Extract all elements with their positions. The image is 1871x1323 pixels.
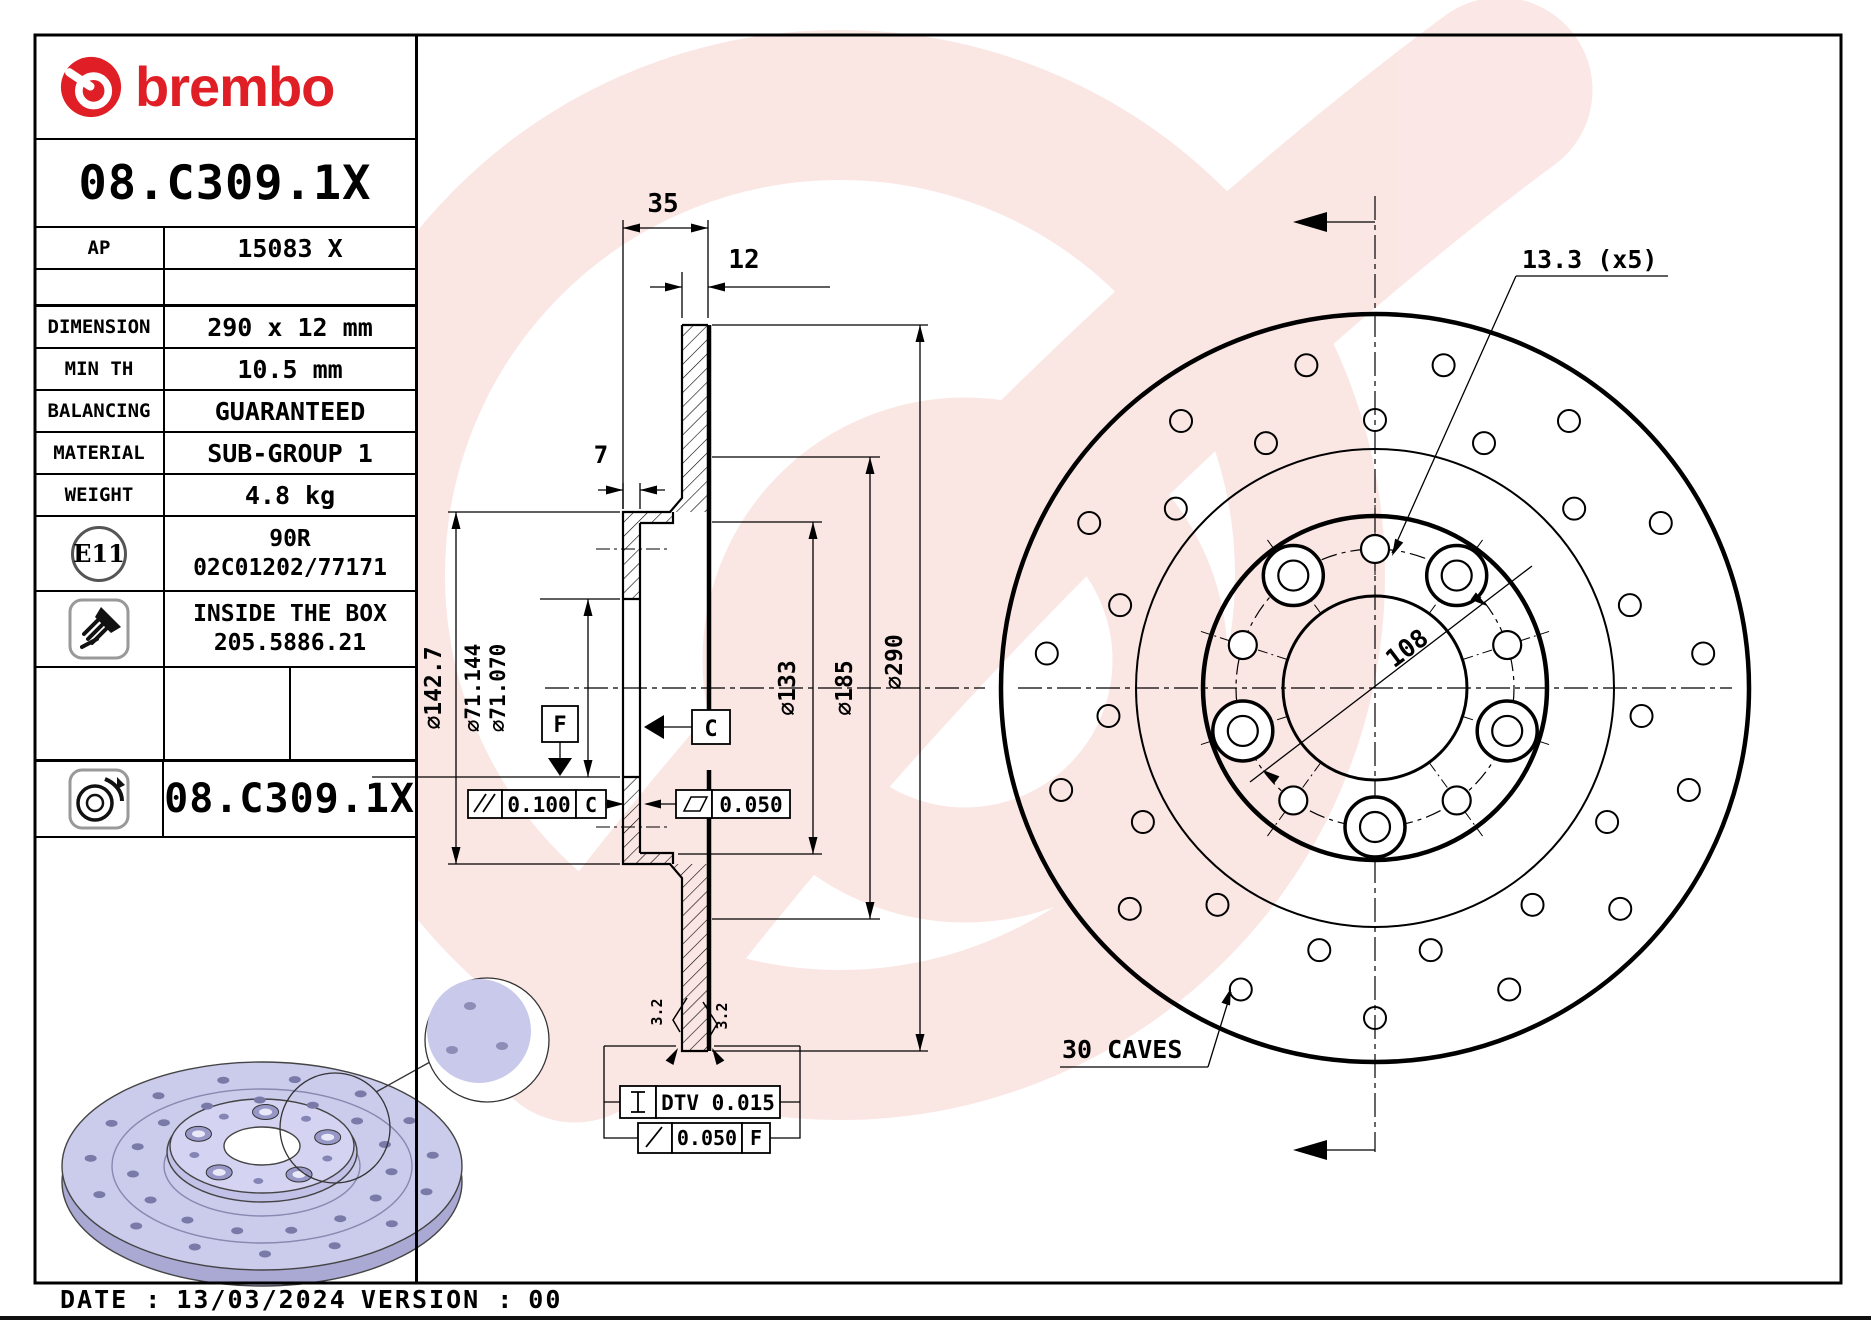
spec-row-dimension xyxy=(35,307,415,349)
brand-header xyxy=(35,35,415,140)
part-number-cell xyxy=(35,140,415,228)
dim-35-label: 35 xyxy=(647,189,679,219)
inside-box-line2: 205.5886.21 xyxy=(213,630,367,656)
homologation-line2: 02C01202/77171 xyxy=(193,554,387,581)
screw-icon xyxy=(67,597,131,661)
spec-value: 10.5 mm xyxy=(237,354,343,384)
date-label: DATE : xyxy=(60,1285,163,1314)
spec-value: SUB-GROUP 1 xyxy=(207,438,373,468)
datum-c-label: C xyxy=(704,717,718,742)
homologation-line1: 90R xyxy=(269,525,311,552)
spec-label xyxy=(35,270,165,304)
empty-row xyxy=(35,668,415,762)
spec-label: AP xyxy=(35,228,165,268)
dim-7-label: 7 xyxy=(593,441,609,469)
dia-142-label: ⌀142.7 xyxy=(421,646,447,730)
brembo-logo-icon xyxy=(59,55,123,119)
date-value: 13/03/2024 xyxy=(176,1285,347,1314)
spec-label: MIN TH xyxy=(35,349,165,389)
runout-value: 0.050 xyxy=(676,1126,738,1150)
parallelism-datum: C xyxy=(584,793,598,817)
spec-row-ap xyxy=(35,228,415,270)
dia-290-label: ⌀290 xyxy=(882,634,908,690)
inside-box-line1: INSIDE THE BOX xyxy=(193,601,387,628)
homologation-row xyxy=(35,517,415,592)
disc-part-row xyxy=(35,762,415,838)
spec-row-empty xyxy=(35,270,415,307)
datum-f-label: F xyxy=(553,713,567,738)
parallelism-value: 0.100 xyxy=(507,793,571,817)
version-value: 00 xyxy=(528,1285,563,1314)
spec-row-balancing xyxy=(35,391,415,433)
spec-row-weight xyxy=(35,475,415,517)
disc-part-number: 08.C309.1X xyxy=(164,776,415,822)
brand-wordmark: brembo xyxy=(135,55,335,118)
dia-133-label: ⌀133 xyxy=(775,660,801,716)
title-block xyxy=(35,35,418,1283)
dia-185-label: ⌀185 xyxy=(832,660,858,716)
spec-row-material xyxy=(35,433,415,475)
runout-datum: F xyxy=(749,1126,763,1150)
pcd-label: 108 xyxy=(1380,623,1434,674)
caves-label: 30 CAVES xyxy=(1062,1035,1183,1064)
dia-71b-label: ⌀71.070 xyxy=(486,643,510,733)
spec-label: MATERIAL xyxy=(35,433,165,473)
e11-badge: E11 xyxy=(71,526,127,582)
spec-row-minth xyxy=(35,349,415,391)
spec-value: 290 x 12 mm xyxy=(207,312,373,342)
dtv-value: DTV 0.015 xyxy=(661,1091,775,1115)
detail-surface xyxy=(427,979,531,1083)
spec-label: WEIGHT xyxy=(35,475,165,515)
inside-box-row xyxy=(35,592,415,668)
spec-label: DIMENSION xyxy=(35,307,165,347)
roughness-right: 3.2 xyxy=(713,1002,731,1030)
spec-value: GUARANTEED xyxy=(214,396,366,426)
brake-disc-icon xyxy=(67,767,131,831)
spec-label: BALANCING xyxy=(35,391,165,431)
footer-bar xyxy=(0,1283,1871,1320)
version-label: VERSION : xyxy=(360,1285,515,1314)
flatness-value: 0.050 xyxy=(719,793,783,817)
part-number: 08.C309.1X xyxy=(78,155,372,211)
spec-value: 15083 X xyxy=(237,233,343,263)
dim-12-label: 12 xyxy=(728,245,760,275)
roughness-left: 3.2 xyxy=(648,998,666,1026)
holes-dim-label: 13.3 (x5) xyxy=(1522,245,1658,274)
spec-value: 4.8 kg xyxy=(244,480,336,510)
dia-71a-label: ⌀71.144 xyxy=(461,643,485,733)
